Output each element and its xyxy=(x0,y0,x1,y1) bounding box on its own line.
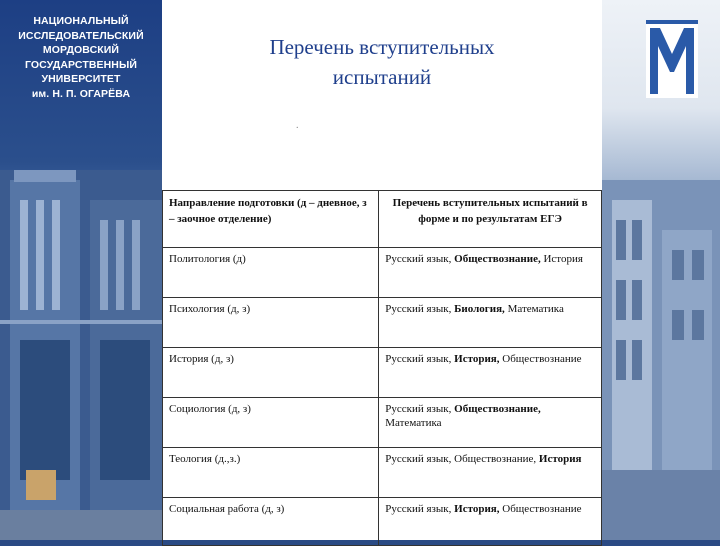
exams-table-body xyxy=(163,248,602,546)
exams-cell xyxy=(379,498,602,546)
exam-subject: Русский язык, xyxy=(385,403,455,415)
exam-subject: История xyxy=(540,253,583,265)
program-cell: Социальная работа (д, з) xyxy=(163,498,379,546)
university-name-line: им. Н. П. ОГАРЁВА xyxy=(31,87,131,100)
exams-table-container xyxy=(162,190,602,540)
table-row xyxy=(163,348,602,398)
table-row xyxy=(163,448,602,498)
table-row xyxy=(163,498,602,546)
exam-subject: Русский язык, Обществознание, xyxy=(385,453,539,465)
program-cell: Психология (д, з) xyxy=(163,298,379,348)
exams-cell xyxy=(379,248,602,298)
program-cell: Политология (д) xyxy=(163,248,379,298)
exams-cell xyxy=(379,398,602,448)
university-name-line: ИССЛЕДОВАТЕЛЬСКИЙ xyxy=(18,29,144,42)
exam-subject: Русский язык, xyxy=(385,503,455,515)
exam-subject: Обществознание xyxy=(499,503,582,515)
exam-subject: Русский язык, xyxy=(385,303,455,315)
university-name-line: МОРДОВСКИЙ xyxy=(42,44,120,57)
exam-subject-bold: История, xyxy=(454,353,500,365)
university-name-line: УНИВЕРСИТЕТ xyxy=(41,73,121,86)
title-dot: . xyxy=(296,120,299,131)
header-area xyxy=(162,0,602,190)
building-illustration xyxy=(0,170,162,540)
exams-cell xyxy=(379,448,602,498)
page-title xyxy=(162,32,602,92)
exam-subject: Математика xyxy=(385,417,442,429)
program-cell: Социология (д, з) xyxy=(163,398,379,448)
column-header-program: Направление подготовки (д – дневное, з – заочное отделение) xyxy=(163,191,379,248)
exam-subject-bold: Биология, xyxy=(454,303,505,315)
exams-cell xyxy=(379,348,602,398)
table-row xyxy=(163,298,602,348)
exam-subject: Русский язык, xyxy=(385,353,455,365)
table-row xyxy=(163,398,602,448)
university-name-line: НАЦИОНАЛЬНЫЙ xyxy=(33,15,129,27)
exam-subject: Обществознание xyxy=(499,353,582,365)
table-row xyxy=(163,248,602,298)
university-name xyxy=(4,14,158,102)
exam-subject-bold: Обществознание, xyxy=(454,253,541,265)
page-title-line: Перечень вступительных xyxy=(269,35,495,59)
university-logo-icon xyxy=(646,20,698,98)
exam-subject-bold: Обществознание, xyxy=(454,403,541,415)
exam-subject: Русский язык, xyxy=(385,253,455,265)
exam-subject-bold: История xyxy=(538,453,582,465)
exam-subject: Математика xyxy=(504,303,564,315)
exam-subject-bold: История, xyxy=(454,503,500,515)
university-name-line: ГОСУДАРСТВЕННЫЙ xyxy=(24,58,138,71)
column-header-exams: Перечень вступительных испытаний в форме и по результатам ЕГЭ xyxy=(379,191,602,248)
exams-table xyxy=(162,190,602,546)
page-title-line: испытаний xyxy=(332,65,432,89)
program-cell: Теология (д.,з.) xyxy=(163,448,379,498)
program-cell: История (д, з) xyxy=(163,348,379,398)
exams-cell xyxy=(379,298,602,348)
